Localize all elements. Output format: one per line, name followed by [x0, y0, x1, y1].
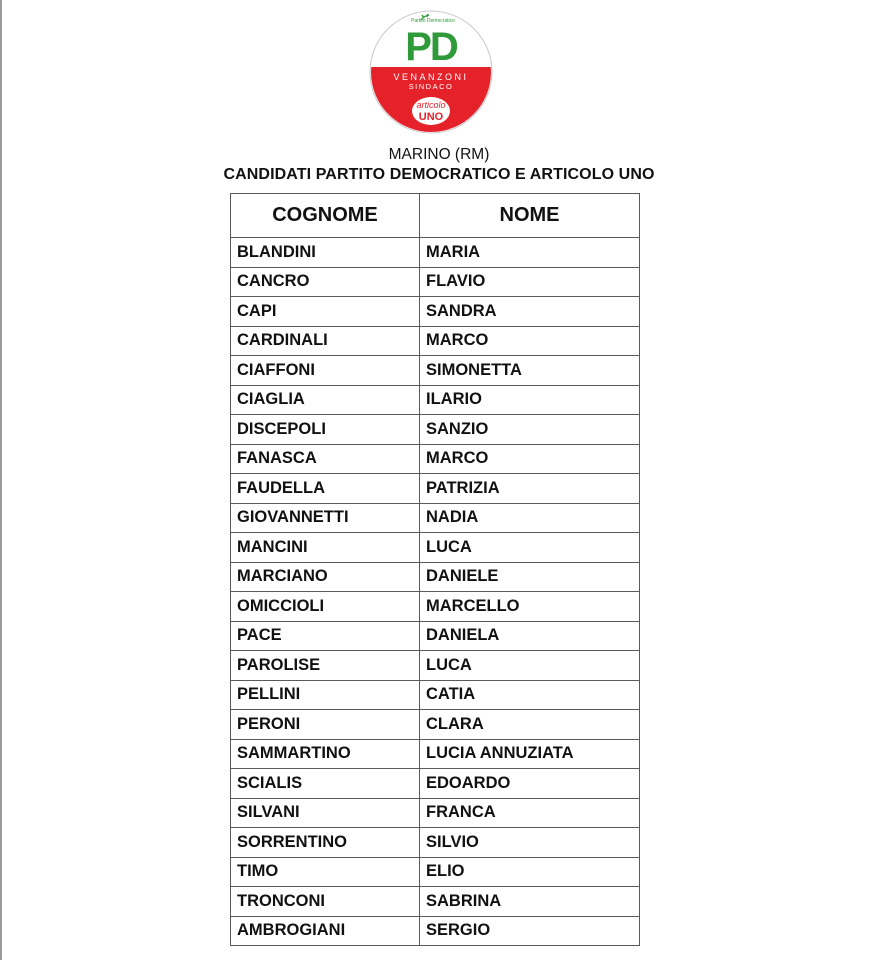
name-cell: MARCO	[420, 326, 640, 356]
surname-cell: TIMO	[231, 857, 420, 887]
name-cell: SANZIO	[420, 415, 640, 445]
table-row	[231, 887, 640, 917]
table-row	[231, 474, 640, 504]
surname-cell: PAROLISE	[231, 651, 420, 681]
surname-cell: TRONCONI	[231, 887, 420, 917]
name-cell: SERGIO	[420, 916, 640, 946]
surname-cell: PERONI	[231, 710, 420, 740]
surname-cell: FAUDELLA	[231, 474, 420, 504]
surname-cell: PELLINI	[231, 680, 420, 710]
table-row	[231, 592, 640, 622]
table-row	[231, 710, 640, 740]
logo-candidate-name: VENANZONI	[393, 72, 469, 82]
candidates-table	[230, 193, 640, 946]
name-cell: DANIELE	[420, 562, 640, 592]
name-cell: FRANCA	[420, 798, 640, 828]
name-cell: LUCA	[420, 533, 640, 563]
name-cell: SANDRA	[420, 297, 640, 327]
name-cell: ELIO	[420, 857, 640, 887]
name-cell: CLARA	[420, 710, 640, 740]
surname-cell: CARDINALI	[231, 326, 420, 356]
logo-letters: PD	[405, 25, 457, 69]
name-cell: MARCO	[420, 444, 640, 474]
table-row	[231, 326, 640, 356]
page-edge	[0, 0, 2, 960]
table-row	[231, 651, 640, 681]
surname-cell: DISCEPOLI	[231, 415, 420, 445]
surname-cell: SCIALIS	[231, 769, 420, 799]
surname-cell: SILVANI	[231, 798, 420, 828]
surname-cell: AMBROGIANI	[231, 916, 420, 946]
name-cell: MARIA	[420, 238, 640, 268]
surname-cell: PACE	[231, 621, 420, 651]
surname-cell: BLANDINI	[231, 238, 420, 268]
name-cell: LUCA	[420, 651, 640, 681]
table-row	[231, 415, 640, 445]
table-row	[231, 238, 640, 268]
name-cell: MARCELLO	[420, 592, 640, 622]
table-row	[231, 562, 640, 592]
surname-cell: GIOVANNETTI	[231, 503, 420, 533]
name-cell: FLAVIO	[420, 267, 640, 297]
surname-cell: CANCRO	[231, 267, 420, 297]
city-label: MARINO (RM)	[388, 146, 490, 163]
table-row	[231, 916, 640, 946]
header-surname: COGNOME	[231, 194, 420, 238]
table-row	[231, 739, 640, 769]
badge-top-text: articolo	[416, 100, 446, 110]
surname-cell: SAMMARTINO	[231, 739, 420, 769]
table-row	[231, 503, 640, 533]
name-cell: SABRINA	[420, 887, 640, 917]
table-row	[231, 621, 640, 651]
table-header-row	[231, 194, 640, 238]
name-cell: EDOARDO	[420, 769, 640, 799]
surname-cell: MANCINI	[231, 533, 420, 563]
name-cell: PATRIZIA	[420, 474, 640, 504]
party-logo	[369, 10, 493, 134]
table-row	[231, 385, 640, 415]
surname-cell: CAPI	[231, 297, 420, 327]
badge-bottom-text: UNO	[418, 111, 444, 123]
logo-candidate-role: SINDACO	[408, 82, 454, 91]
name-cell: SIMONETTA	[420, 356, 640, 386]
name-cell: CATIA	[420, 680, 640, 710]
name-cell: LUCIA ANNUZIATA	[420, 739, 640, 769]
table-row	[231, 297, 640, 327]
table-row	[231, 857, 640, 887]
surname-cell: CIAFFONI	[231, 356, 420, 386]
logo-party-small: Partito Democratico	[411, 18, 455, 24]
table-row	[231, 798, 640, 828]
surname-cell: MARCIANO	[231, 562, 420, 592]
table-row	[231, 356, 640, 386]
name-cell: SILVIO	[420, 828, 640, 858]
name-cell: NADIA	[420, 503, 640, 533]
table-row	[231, 769, 640, 799]
name-cell: DANIELA	[420, 621, 640, 651]
surname-cell: SORRENTINO	[231, 828, 420, 858]
surname-cell: FANASCA	[231, 444, 420, 474]
table-row	[231, 267, 640, 297]
name-cell: ILARIO	[420, 385, 640, 415]
table-row	[231, 680, 640, 710]
surname-cell: OMICCIOLI	[231, 592, 420, 622]
table-row	[231, 828, 640, 858]
document-heading: CANDIDATI PARTITO DEMOCRATICO E ARTICOLO UNO	[223, 166, 655, 183]
surname-cell: CIAGLIA	[231, 385, 420, 415]
table-row	[231, 444, 640, 474]
header-name: NOME	[420, 194, 640, 238]
table-row	[231, 533, 640, 563]
